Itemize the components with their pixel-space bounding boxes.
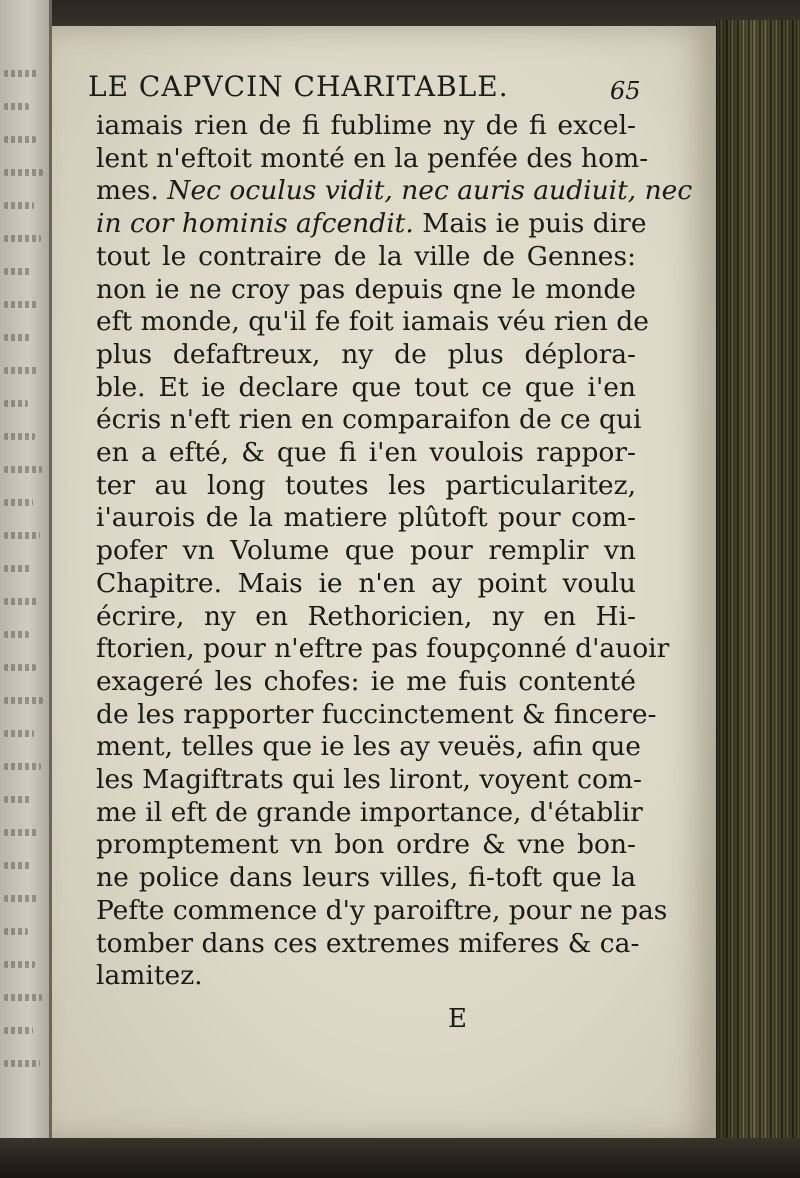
running-head: LE CAPVCIN CHARITABLE. <box>88 70 509 103</box>
bleed-through-mark <box>4 598 38 605</box>
bleed-through-mark <box>4 862 30 869</box>
bleed-through-mark <box>4 433 35 440</box>
bleed-through-mark <box>4 895 37 902</box>
bleed-through-mark <box>4 532 40 539</box>
text-segment: tomber dans ces extremes miferes & ca- <box>96 927 640 959</box>
text-line <box>96 110 636 143</box>
text-line <box>96 535 636 568</box>
bleed-through-mark <box>4 301 39 308</box>
signature-mark: E <box>448 1004 467 1034</box>
bleed-through-mark <box>4 202 34 209</box>
bleed-through-mark <box>4 136 36 143</box>
bleed-through-mark <box>4 1027 33 1034</box>
text-line <box>96 698 657 732</box>
text-line <box>96 829 636 862</box>
text-segment: mes. <box>96 175 168 207</box>
text-line <box>96 927 640 961</box>
body-text <box>96 110 693 993</box>
bleed-through-mark <box>4 499 33 506</box>
text-segment: iamais rien de fi fublime ny de fi excel- <box>96 110 636 141</box>
text-segment: Chapitre. Mais ie n'en ay point voulu <box>96 567 636 599</box>
text-segment: lent n'eftoit monté en la penfée des hom- <box>96 142 649 174</box>
text-line <box>96 764 642 797</box>
bleed-through-mark <box>4 829 39 836</box>
text-segment: de les rapporter fuccinctement & fincere- <box>96 698 657 730</box>
text-segment: i'aurois de la matiere plûtoft pour com- <box>96 502 636 534</box>
text-segment: promptement vn bon ordre & vne bon- <box>96 829 636 861</box>
text-segment: non ie ne croy pas depuis qne le monde <box>96 273 636 305</box>
facing-page-bleed <box>0 0 52 1178</box>
text-segment: eft monde, qu'il fe foit iamais véu rien de <box>96 306 649 338</box>
bleed-through-mark <box>4 367 37 374</box>
gilded-page-edge <box>716 20 800 1140</box>
bleed-through-mark <box>4 631 29 638</box>
bleed-through-mark <box>4 235 41 242</box>
bleed-through-mark <box>4 268 32 275</box>
text-segment: pofer vn Volume que pour remplir vn <box>96 535 636 567</box>
text-line <box>96 601 636 634</box>
text-line <box>96 142 649 176</box>
text-line <box>96 633 670 666</box>
italic-segment: in cor hominis afcendit. <box>96 208 414 240</box>
bleed-through-mark <box>4 664 36 671</box>
text-segment: ment, telles que ie les ay veuës, afin que <box>96 731 641 763</box>
page-number: 65 <box>610 77 641 105</box>
text-segment: ftorien, pour n'eftre pas foupçonné d'auoir <box>96 633 670 665</box>
text-line <box>96 241 636 274</box>
text-line <box>96 339 636 372</box>
text-line <box>96 666 636 699</box>
text-segment: ble. Et ie declare que tout ce que i'en <box>96 371 636 403</box>
text-segment: en a efté, & que fi i'en voulois rappor- <box>96 437 636 469</box>
text-line <box>96 306 649 339</box>
text-line <box>96 796 643 830</box>
text-line <box>96 437 636 470</box>
bleed-through-mark <box>4 103 29 110</box>
bleed-through-mark <box>4 466 42 473</box>
text-line <box>96 862 636 895</box>
text-line <box>96 568 636 601</box>
text-segment: écrire, ny en Rethoricien, ny en Hi- <box>96 600 636 632</box>
text-line <box>96 502 636 535</box>
text-segment: écris n'eft rien en comparaifon de ce qui <box>96 404 642 436</box>
text-line <box>96 960 636 993</box>
text-segment: plus defaftreux, ny de plus déplora- <box>96 338 636 370</box>
bleed-through-mark <box>4 1060 40 1067</box>
bleed-through-mark <box>4 70 38 77</box>
bleed-through-mark <box>4 961 35 968</box>
bleed-through-mark <box>4 400 28 407</box>
text-segment: lamitez. <box>96 960 203 992</box>
text-segment: Mais ie puis dire <box>413 208 647 240</box>
text-line <box>96 372 636 405</box>
text-segment: les Magiftrats qui les liront, voyent com- <box>96 764 642 796</box>
text-line <box>96 894 668 928</box>
text-line <box>96 274 636 307</box>
text-line <box>96 175 693 208</box>
scan-border-bottom <box>0 1138 800 1178</box>
text-segment: ter au long toutes les particularitez, <box>96 469 636 501</box>
text-segment: Pefte commence d'y paroiftre, pour ne pas <box>96 894 668 926</box>
bleed-through-mark <box>4 697 43 704</box>
bleed-through-mark <box>4 169 43 176</box>
text-line <box>96 731 641 764</box>
text-line <box>96 470 636 503</box>
bleed-through-mark <box>4 334 30 341</box>
italic-segment: Nec oculus vidit, nec auris audiuit, nec <box>167 175 693 207</box>
text-segment: exageré les chofes: ie me fuis contenté <box>96 665 636 697</box>
text-segment: me il eft de grande importance, d'établir <box>96 796 643 828</box>
text-line <box>96 404 642 437</box>
text-segment: ne police dans leurs villes, fi-toft que la <box>96 862 636 894</box>
bleed-through-mark <box>4 730 34 737</box>
bleed-through-mark <box>4 796 32 803</box>
bleed-through-mark <box>4 994 42 1001</box>
bleed-through-mark <box>4 928 28 935</box>
bleed-through-mark <box>4 565 31 572</box>
bleed-through-mark <box>4 763 41 770</box>
text-segment: tout le contraire de la ville de Gennes: <box>96 240 636 272</box>
text-line <box>96 208 647 241</box>
